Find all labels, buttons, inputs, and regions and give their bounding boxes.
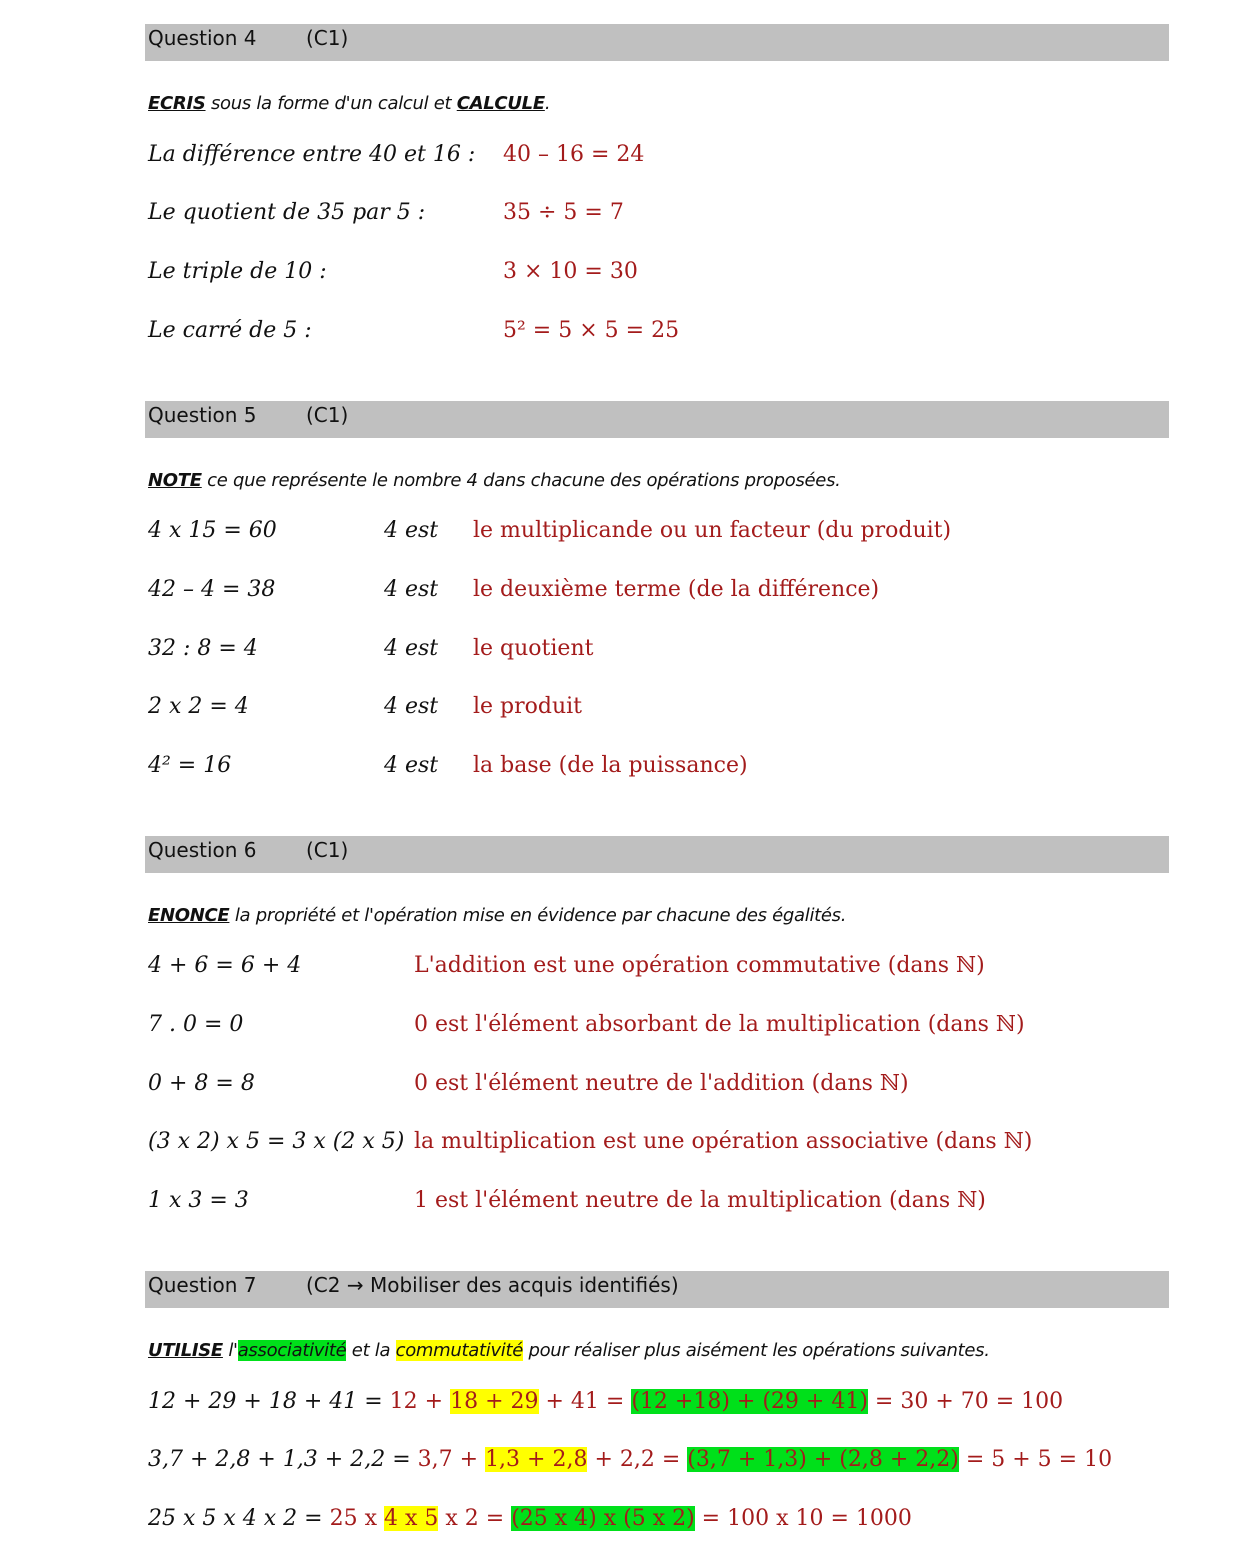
row-answer: 1 est l'élément neutre de la multiplication (dans ℕ) xyxy=(414,1188,986,1213)
instruction-text: . xyxy=(544,93,551,114)
row-answer: 35 ÷ 5 = 7 xyxy=(503,200,624,225)
highlight-yellow: 18 + 29 xyxy=(450,1389,539,1414)
row-answer: le deuxième terme (de la différence) xyxy=(473,577,880,602)
row-mid: 4 est xyxy=(384,518,439,543)
calculation-expression: 3,7 + 2,8 + 1,3 + 2,2 = xyxy=(148,1447,418,1472)
instruction-text: associativité xyxy=(237,1340,347,1361)
calculation-step: 25 x xyxy=(329,1506,384,1531)
row-answer: la base (de la puissance) xyxy=(473,753,748,778)
row-answer: le produit xyxy=(473,694,583,719)
row-label: 4 x 15 = 60 xyxy=(148,518,277,543)
row-label: 1 x 3 = 3 xyxy=(148,1188,249,1213)
row-label: 4² = 16 xyxy=(148,753,232,778)
instruction-text: l' xyxy=(222,1340,238,1361)
instruction-text: ce que représente le nombre 4 dans chacune des opérations proposées. xyxy=(201,470,841,491)
question-competence: (C1) xyxy=(306,403,349,427)
question-competence: (C2 → Mobiliser des acquis identifiés) xyxy=(306,1273,679,1297)
highlight-green: (3,7 + 1,3) + (2,8 + 2,2) xyxy=(687,1447,959,1472)
row-answer: 0 est l'élément absorbant de la multiplication (dans ℕ) xyxy=(414,1012,1025,1037)
calculation-step: + 2,2 = xyxy=(587,1447,688,1472)
highlight-green: (12 +18) + (29 + 41) xyxy=(631,1389,868,1414)
row-label: La différence entre 40 et 16 : xyxy=(148,142,476,167)
instruction-text: et la xyxy=(346,1340,396,1361)
question-header xyxy=(145,1271,1169,1308)
highlight-green: (25 x 4) x (5 x 2) xyxy=(511,1506,695,1531)
row-mid: 4 est xyxy=(384,753,439,778)
row-mid: 4 est xyxy=(384,577,439,602)
question-title: Question 6 xyxy=(148,838,257,862)
calculation-step: = 100 x 10 = 1000 xyxy=(694,1506,912,1531)
row-answer: 5² = 5 × 5 = 25 xyxy=(503,318,680,343)
calculation-step: 3,7 + xyxy=(417,1447,486,1472)
calculation-expression: 12 + 29 + 18 + 41 = xyxy=(148,1389,390,1414)
calculation-step: 12 + xyxy=(389,1389,451,1414)
question-competence: (C1) xyxy=(306,26,349,50)
calculation-step: x 2 = xyxy=(438,1506,512,1531)
highlight-yellow: 4 x 5 xyxy=(383,1506,439,1531)
row-label: 7 . 0 = 0 xyxy=(148,1012,244,1037)
row-label: Le triple de 10 : xyxy=(148,259,327,284)
question-header xyxy=(145,836,1169,873)
row-label: 0 + 8 = 8 xyxy=(148,1071,255,1096)
instruction-text: commutativité xyxy=(395,1340,524,1361)
question-competence: (C1) xyxy=(306,838,349,862)
question-title: Question 4 xyxy=(148,26,257,50)
row-label: Le carré de 5 : xyxy=(148,318,312,343)
row-answer: le quotient xyxy=(473,636,594,661)
instruction-text: pour réaliser plus aisément les opérations suivantes. xyxy=(523,1340,990,1361)
row-answer: le multiplicande ou un facteur (du produit) xyxy=(473,518,952,543)
calculation-line xyxy=(148,1506,912,1531)
calculation-step: + 41 = xyxy=(538,1389,632,1414)
row-answer: 0 est l'élément neutre de l'addition (dans ℕ) xyxy=(414,1071,909,1096)
calculation-line xyxy=(148,1389,1063,1414)
question-title: Question 7 xyxy=(148,1273,257,1297)
calculation-expression: 25 x 5 x 4 x 2 = xyxy=(148,1506,330,1531)
row-mid: 4 est xyxy=(384,694,439,719)
row-label: 2 x 2 = 4 xyxy=(148,694,249,719)
row-label: (3 x 2) x 5 = 3 x (2 x 5) xyxy=(148,1129,405,1154)
instruction-verb: ENONCE xyxy=(148,905,230,926)
question-title: Question 5 xyxy=(148,403,257,427)
question-header xyxy=(145,24,1169,61)
row-answer: 40 – 16 = 24 xyxy=(503,142,645,167)
calculation-step: = 5 + 5 = 10 xyxy=(958,1447,1113,1472)
row-label: 42 – 4 = 38 xyxy=(148,577,276,602)
calculation-line xyxy=(148,1447,1112,1472)
question-instruction xyxy=(148,1340,990,1361)
row-label: Le quotient de 35 par 5 : xyxy=(148,200,426,225)
row-answer: 3 × 10 = 30 xyxy=(503,259,638,284)
instruction-text: la propriété et l'opération mise en évidence par chacune des égalités. xyxy=(229,905,847,926)
question-header xyxy=(145,401,1169,438)
calculation-step: = 30 + 70 = 100 xyxy=(867,1389,1064,1414)
instruction-verb: ECRIS xyxy=(148,93,206,114)
highlight-yellow: 1,3 + 2,8 xyxy=(485,1447,588,1472)
question-instruction xyxy=(148,905,846,926)
instruction-verb: UTILISE xyxy=(148,1340,223,1361)
instruction-verb: CALCULE xyxy=(456,93,545,114)
row-answer: la multiplication est une opération associative (dans ℕ) xyxy=(414,1129,1033,1154)
question-instruction xyxy=(148,93,550,114)
instruction-text: sous la forme d'un calcul et xyxy=(205,93,457,114)
row-mid: 4 est xyxy=(384,636,439,661)
instruction-verb: NOTE xyxy=(148,470,202,491)
row-label: 4 + 6 = 6 + 4 xyxy=(148,953,302,978)
question-instruction xyxy=(148,470,841,491)
row-label: 32 : 8 = 4 xyxy=(148,636,258,661)
row-answer: L'addition est une opération commutative (dans ℕ) xyxy=(414,953,985,978)
